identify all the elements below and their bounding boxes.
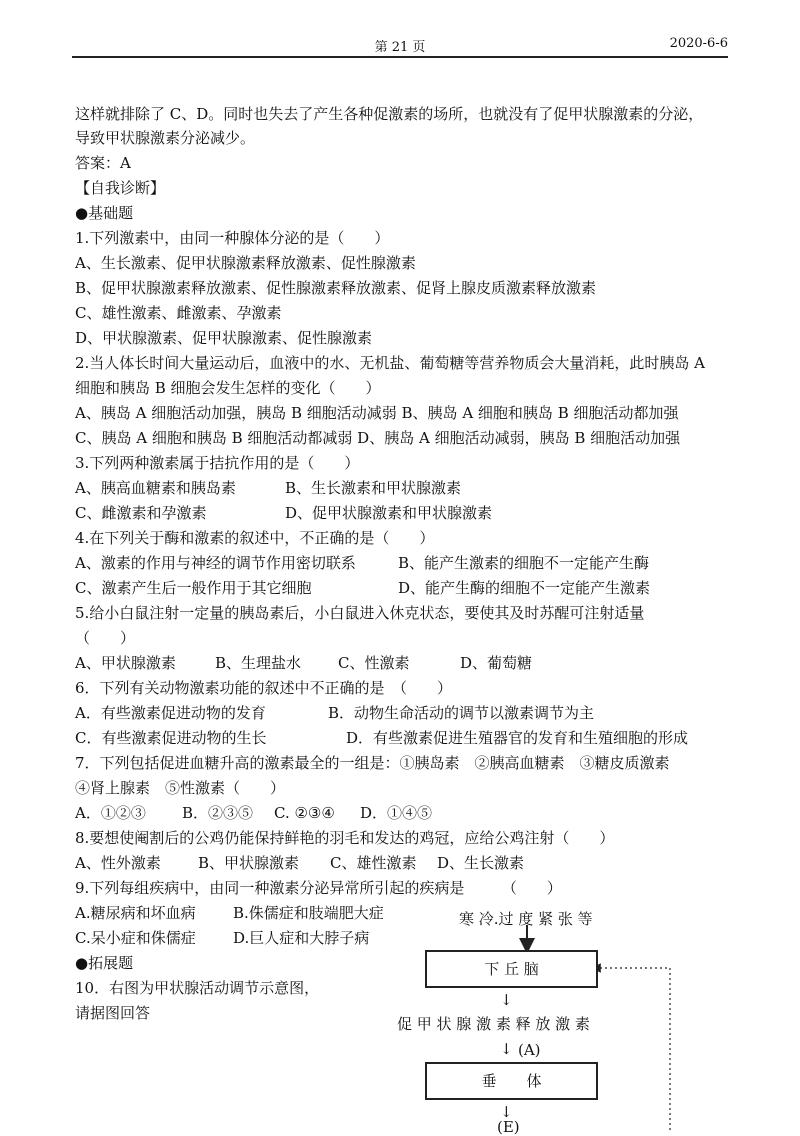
option-a: A、性外激素 xyxy=(75,854,161,872)
question-7: 7．下列包括促进血糖升高的激素最全的一组是：①胰岛素 ②胰高血糖素 ③糖皮质激素 xyxy=(75,754,670,772)
option-c: C．有些激素促进动物的生长 xyxy=(75,729,267,747)
pituitary-box xyxy=(425,1062,598,1100)
question-2: 2.当人体长时间大量运动后，血液中的水、无机盐、葡萄糖等营养物质会大量消耗，此时胰岛 A xyxy=(75,354,705,372)
label-a: (A) xyxy=(518,1041,541,1059)
basic-heading: ●基础题 xyxy=(75,204,134,222)
question-9: 9.下列每组疾病中，由同一种激素分泌异常所引起的疾病是 （ ） xyxy=(75,879,562,897)
header-date: 2020-6-6 xyxy=(669,36,728,51)
question-5-paren: （ ） xyxy=(75,629,136,647)
option-d: D、能产生酶的细胞不一定能产生激素 xyxy=(398,579,651,597)
option-line: D、甲状腺激素、促甲状腺激素、促性腺激素 xyxy=(75,329,373,347)
question-10-cont: 请据图回答 xyxy=(75,1004,151,1022)
question-8: 8.要想使阉割后的公鸡仍能保持鲜艳的羽毛和发达的鸡冠，应给公鸡注射（ ） xyxy=(75,829,615,847)
option-c: C、性激素 xyxy=(338,654,410,672)
down-arrow: ↓ xyxy=(500,991,513,1009)
option-line: B、促甲状腺激素释放激素、促性腺激素释放激素、促肾上腺皮质激素释放激素 xyxy=(75,279,597,297)
option-c: C.呆小症和侏儒症 xyxy=(75,929,196,947)
option-d: D、葡萄糖 xyxy=(460,654,533,672)
down-arrow: ↓ xyxy=(500,1040,513,1058)
option-b: B、能产生激素的细胞不一定能产生酶 xyxy=(398,554,650,572)
text-line: 导致甲状腺激素分泌减少。 xyxy=(75,129,256,147)
option-b: B．动物生命活动的调节以激素调节为主 xyxy=(328,704,595,722)
text-line: 这样就排除了 C、D。同时也失去了产生各种促激素的场所，也就没有了促甲状腺激素的分泌， xyxy=(75,105,704,123)
option-a: A、甲状腺激素 xyxy=(75,654,176,672)
question-5: 5.给小白鼠注射一定量的胰岛素后，小白鼠进入休克状态，要使其及时苏醒可注射适量 xyxy=(75,604,645,622)
trh-label: 促 甲 状 腺 激 素 释 放 激 素 xyxy=(397,1015,590,1033)
option-line: A、胰岛 A 细胞活动加强，胰岛 B 细胞活动减弱 B、胰岛 A 细胞和胰岛 B 细胞活动都加强 xyxy=(75,404,679,422)
option-c: C、激素产生后一般作用于其它细胞 xyxy=(75,579,312,597)
question-1: 1.下列激素中，由同一种腺体分泌的是（ ） xyxy=(75,229,390,247)
hypothalamus-box xyxy=(425,950,598,988)
label-e: (E) xyxy=(497,1118,520,1136)
option-a: A、激素的作用与神经的调节作用密切联系 xyxy=(75,554,356,572)
question-4: 4.在下列关于酶和激素的叙述中，不正确的是（ ） xyxy=(75,529,435,547)
down-arrow: ↓ xyxy=(500,1103,513,1121)
option-c: C、雌激素和孕激素 xyxy=(75,504,207,522)
extension-heading: ●拓展题 xyxy=(75,954,134,972)
question-6: 6．下列有关动物激素功能的叙述中不正确的是 （ ） xyxy=(75,679,453,697)
option-a: A.糖尿病和坏血病 xyxy=(75,904,196,922)
answer-line: 答案：A xyxy=(75,154,131,172)
option-c: C. ②③④ xyxy=(274,804,335,822)
question-7-cont: ④肾上腺素 ⑤性激素（ ） xyxy=(75,779,286,797)
question-10: 10．右图为甲状腺活动调节示意图， xyxy=(75,979,320,997)
option-a: A、胰高血糖素和胰岛素 xyxy=(75,479,236,497)
option-d: D．有些激素促进生殖器官的发育和生殖细胞的形成 xyxy=(346,729,689,747)
option-a: A．有些激素促进动物的发育 xyxy=(75,704,266,722)
option-b: B、生长激素和甲状腺激素 xyxy=(285,479,462,497)
option-d: D、生长激素 xyxy=(437,854,525,872)
option-line: C、胰岛 A 细胞和胰岛 B 细胞活动都减弱 D、胰岛 A 细胞活动减弱，胰岛 B 细胞活动加强 xyxy=(75,429,681,447)
stimulus-label: 寒 冷.过 度 紧 张 等 xyxy=(459,910,593,928)
hypothalamus-label: 下 丘 脑 xyxy=(484,960,539,978)
option-b: B．②③⑤ xyxy=(182,804,254,822)
feedback-dotted-arrow xyxy=(596,968,670,1130)
page-number: 第 21 页 xyxy=(374,40,426,55)
option-a: A．①②③ xyxy=(75,804,146,822)
option-line: C、雄性激素、雌激素、孕激素 xyxy=(75,304,282,322)
option-d: D.巨人症和大脖子病 xyxy=(233,929,370,947)
option-line: A、生长激素、促甲状腺激素释放激素、促性腺激素 xyxy=(75,254,416,272)
option-b: B.侏儒症和肢端肥大症 xyxy=(233,904,384,922)
section-heading: 【自我诊断】 xyxy=(75,179,166,197)
option-b: B、甲状腺激素 xyxy=(198,854,300,872)
option-d: D．①④⑤ xyxy=(360,804,433,822)
question-2-cont: 细胞和胰岛 B 细胞会发生怎样的变化（ ） xyxy=(75,379,381,397)
option-d: D、促甲状腺激素和甲状腺激素 xyxy=(285,504,493,522)
question-3: 3.下列两种激素属于拮抗作用的是（ ） xyxy=(75,454,360,472)
pituitary-label: 垂 体 xyxy=(481,1072,542,1090)
option-c: C、雄性激素 xyxy=(330,854,417,872)
option-b: B、生理盐水 xyxy=(215,654,302,672)
